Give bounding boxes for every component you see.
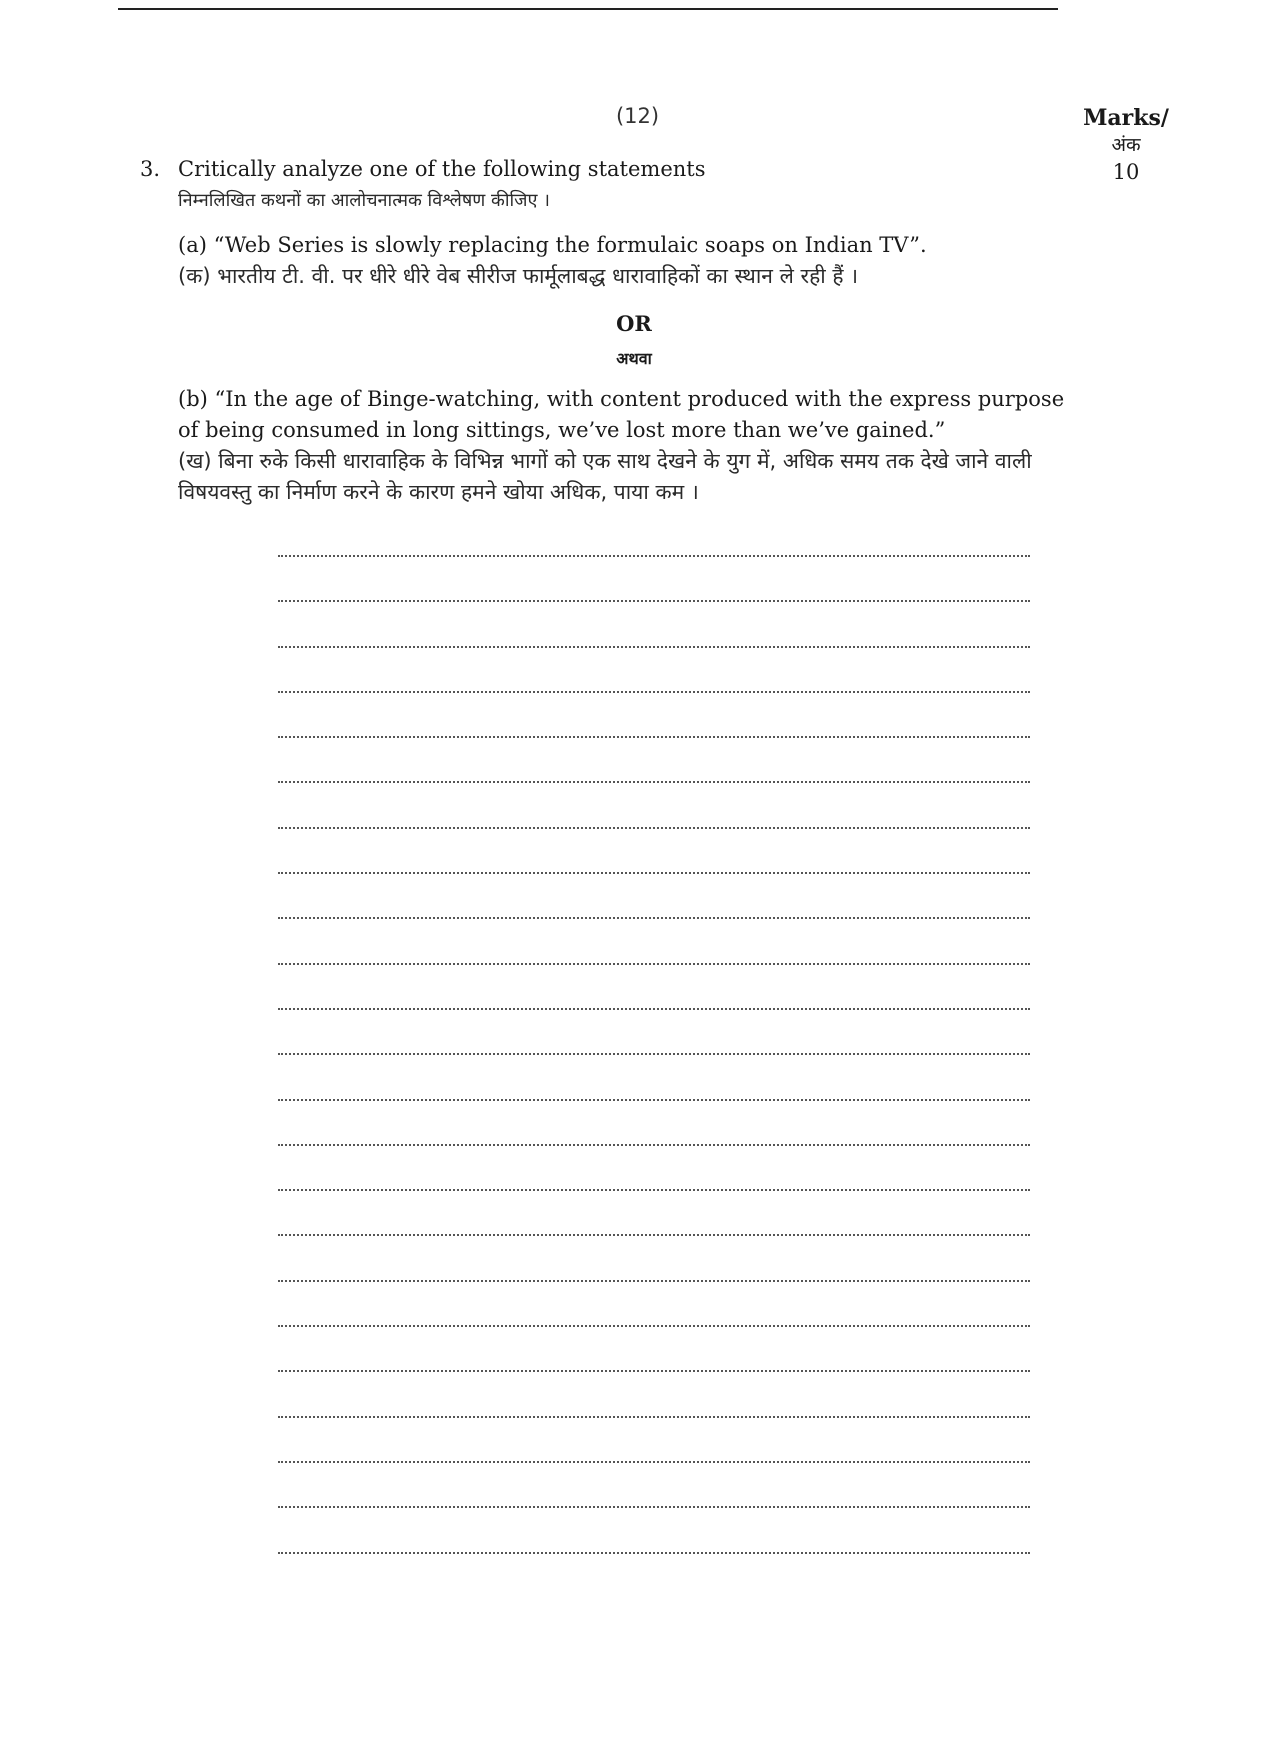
answer-line[interactable]	[278, 827, 1030, 829]
answer-line[interactable]	[278, 1280, 1030, 1282]
answer-line[interactable]	[278, 917, 1030, 919]
page-number: (12)	[615, 104, 660, 128]
question-3	[140, 154, 1090, 508]
or-separator-hi: अथवा	[616, 349, 652, 368]
answer-line[interactable]	[278, 781, 1030, 783]
question-instruction-hi: निम्नलिखित कथनों का आलोचनात्मक विश्लेषण कीजिए ।	[178, 190, 550, 211]
answer-line[interactable]	[278, 1144, 1030, 1146]
answer-line[interactable]	[278, 1325, 1030, 1327]
option-b-en: (b) “In the age of Binge-watching, with content produced with the express purpose of being consumed in long sittings, we’ve lost more than we’ve gained.”	[178, 387, 1065, 442]
option-b-hi: (ख) बिना रुके किसी धारावाहिक के विभिन्न भागों को एक साथ देखने के युग में, अधिक समय तक देखे जाने वाली विषयवस्तु का निर्माण करने के कारण हमने खोया अधिक, पाया कम ।	[178, 449, 1032, 504]
answer-line[interactable]	[278, 600, 1030, 602]
answer-line[interactable]	[278, 555, 1030, 557]
question-instruction-en: Critically analyze one of the following statements	[178, 157, 706, 181]
answer-line[interactable]	[278, 1461, 1030, 1463]
marks-heading: Marks/	[1083, 105, 1169, 131]
answer-line[interactable]	[278, 1370, 1030, 1372]
top-border-rule	[118, 8, 1058, 10]
answer-line[interactable]	[278, 1552, 1030, 1554]
option-a-en: (a) “Web Series is slowly replacing the formulaic soaps on Indian TV”.	[178, 233, 927, 257]
marks-value: 10	[1112, 160, 1140, 184]
answer-line[interactable]	[278, 1189, 1030, 1191]
answer-line[interactable]	[278, 1008, 1030, 1010]
answer-area[interactable]	[278, 555, 1030, 1597]
answer-line[interactable]	[278, 736, 1030, 738]
answer-line[interactable]	[278, 646, 1030, 648]
question-number: 3.	[140, 157, 161, 181]
answer-line[interactable]	[278, 1053, 1030, 1055]
answer-line[interactable]	[278, 1506, 1030, 1508]
option-a-hi: (क) भारतीय टी. वी. पर धीरे धीरे वेब सीरीज फार्मूलाबद्ध धारावाहिकों का स्थान ले रही हैं ।	[178, 264, 859, 288]
answer-line[interactable]	[278, 872, 1030, 874]
answer-line[interactable]	[278, 691, 1030, 693]
question-header	[140, 154, 1090, 184]
answer-line[interactable]	[278, 1234, 1030, 1236]
marks-heading-hindi: अंक	[1111, 134, 1141, 156]
answer-line[interactable]	[278, 963, 1030, 965]
answer-line[interactable]	[278, 1099, 1030, 1101]
or-separator-en: OR	[616, 311, 652, 336]
answer-line[interactable]	[278, 1416, 1030, 1418]
